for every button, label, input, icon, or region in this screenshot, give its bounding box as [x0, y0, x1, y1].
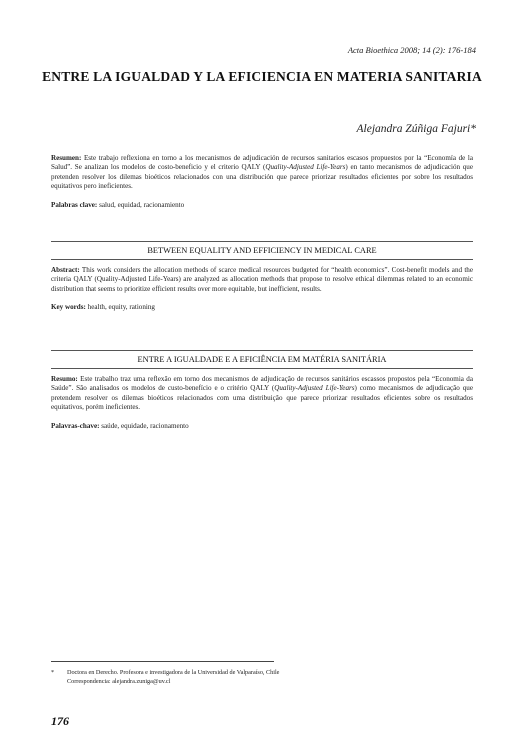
english-section: [51, 241, 473, 313]
portuguese-section: [51, 350, 473, 431]
english-abstract-text: This work considers the allocation methods of scarce medical resources budgeted for “health economics”. Cost-benefit models and the criteria QALY (Quality-Adjusted Life-Years) are analyzed as allocation methods that propose to resolve ethical dilemmas related to an economic distribution that seems to prioritize efficient results over more equitable, but inefficient, results.: [51, 266, 473, 293]
english-section-title: BETWEEN EQUALITY AND EFFICIENCY IN MEDICAL CARE: [147, 246, 377, 255]
footnote-rule: [51, 661, 274, 662]
footnote-mark: *: [51, 669, 55, 676]
spanish-abstract-label: Resumen:: [51, 154, 82, 162]
spanish-abstract-section: [51, 154, 473, 210]
english-abstract: [51, 266, 473, 294]
spanish-abstract-italic: Quality-Adjusted Life-Years: [265, 163, 346, 172]
spanish-abstract-text-b: ) en tanto mecanismos de adjudicación que pretenden resolver los dilemas bioéticos relacionados con una distribución que parece priorizar resultados eficientes por sobre los resultados equitativos pero ineficientes.: [51, 163, 473, 191]
english-keywords: [51, 303, 473, 312]
portuguese-abstract-text-a: Este trabalho traz uma reflexão em torno dos mecanismos de adjudicação de recursos sanitários escassos propostos pela “Economia da Saúde”. São analisados os modelos de custo-benefício e o critério QALY (: [51, 375, 473, 393]
portuguese-abstract-text-b: ) como mecanismos de adjudicação que pretendem resolver os dilemas bioéticos relacionados com uma distribuição que parece priorizar resultados eficientes sobre os resultados equitativos, porém ineficientes.: [51, 384, 473, 412]
journal-reference: Acta Bioethica 2008; 14 (2): 176-184: [347, 45, 476, 55]
english-keywords-label: Key words:: [51, 303, 86, 312]
footnote-correspondence: Correspondencia: alejandra.zuniga@uv.cl: [67, 678, 171, 685]
portuguese-abstract-label: Resumo:: [51, 375, 78, 383]
portuguese-abstract: [51, 375, 473, 413]
footnote: [51, 668, 401, 686]
english-section-rule-bottom: [51, 259, 473, 260]
portuguese-keywords: [51, 422, 473, 431]
spanish-abstract-text-a: Este trabajo reflexiona en torno a los mecanismos de adjudicación de recursos sanitarios escasos propuestos por la “Economía de la Salud”. Se analizan los modelos de costo-beneficio y el criterio QALY (: [51, 154, 473, 172]
english-abstract-label: Abstract:: [51, 266, 80, 274]
portuguese-keywords-label: Palavras-chave:: [51, 421, 100, 430]
portuguese-abstract-italic: Quality-Adjusted Life-Years: [274, 384, 355, 393]
english-keywords-text: health, equity, rationing: [85, 303, 155, 312]
portuguese-section-title: ENTRE A IGUALDADE E A EFICIÊNCIA EM MATÉRIA SANITÁRIA: [137, 355, 387, 364]
spanish-keywords-text: salud, equidad, racionamiento: [97, 200, 185, 209]
spanish-keywords: [51, 201, 473, 210]
article-title: ENTRE LA IGUALDAD Y LA EFICIENCIA EN MATERIA SANITARIA: [42, 69, 482, 84]
spanish-abstract: [51, 154, 473, 192]
portuguese-section-rule-bottom: [51, 368, 473, 369]
portuguese-keywords-text: saúde, equidade, racionamento: [99, 421, 189, 430]
spanish-keywords-label: Palabras clave:: [51, 200, 98, 209]
footnote-affiliation: Doctora en Derecho. Profesora e investigadora de la Universidad de Valparaíso, Chile: [67, 669, 280, 676]
page-number: 176: [51, 714, 69, 728]
author-name: Alejandra Zúñiga Fajuri*: [356, 123, 476, 135]
